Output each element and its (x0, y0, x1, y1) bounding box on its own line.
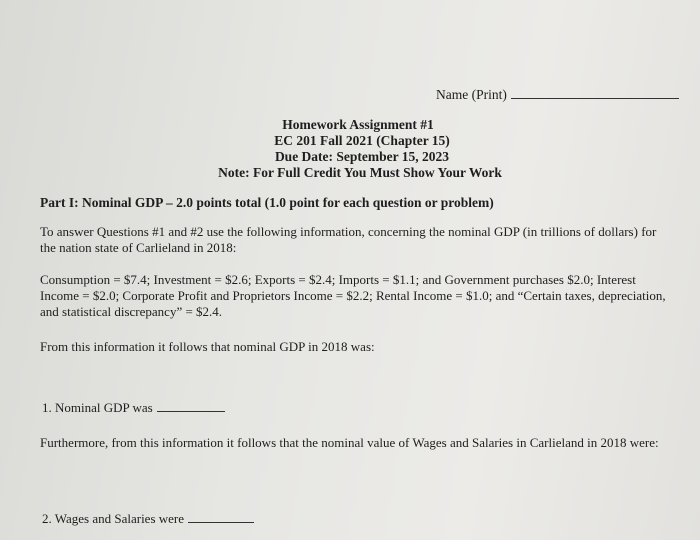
answer-1-blank[interactable] (157, 400, 225, 412)
data-paragraph: Consumption = $7.4; Investment = $2.6; Exports = $2.4; Imports = $1.1; and Government purchases $2.0; Interest Income = $2.0; Corporate Profit and Proprietors Income = $2.2; Rental Income = $1.0; and “Certain taxes, depreciation, and statistical discrepancy” = $2.4. (40, 272, 666, 319)
follow-paragraph: From this information it follows that nominal GDP in 2018 was: (40, 339, 375, 354)
part-heading: Part I: Nominal GDP – 2.0 points total (1.0 point for each question or problem) (40, 195, 494, 210)
question-2-text: 2. Wages and Salaries were (42, 511, 185, 526)
question-1 (42, 400, 225, 416)
course-line: EC 201 Fall 2021 (Chapter 15) (274, 133, 450, 148)
assignment-title: Homework Assignment #1 (282, 117, 434, 132)
name-label: Name (Print) (436, 87, 507, 102)
furthermore-paragraph: Furthermore, from this information it follows that the nominal value of Wages and Salaries in Carlieland in 2018 were: (40, 435, 659, 450)
name-field (436, 86, 679, 103)
name-blank-line[interactable] (511, 86, 679, 99)
answer-2-blank[interactable] (188, 511, 254, 523)
question-2 (42, 511, 254, 527)
due-date: Due Date: September 15, 2023 (274, 149, 450, 164)
credit-note: Note: For Full Credit You Must Show Your Work (218, 165, 502, 180)
intro-paragraph: To answer Questions #1 and #2 use the following information, concerning the nominal GDP (in trillions of dollars) for the nation state of Carlieland in 2018: (40, 224, 657, 255)
question-1-text: 1. Nominal GDP was (42, 400, 153, 415)
